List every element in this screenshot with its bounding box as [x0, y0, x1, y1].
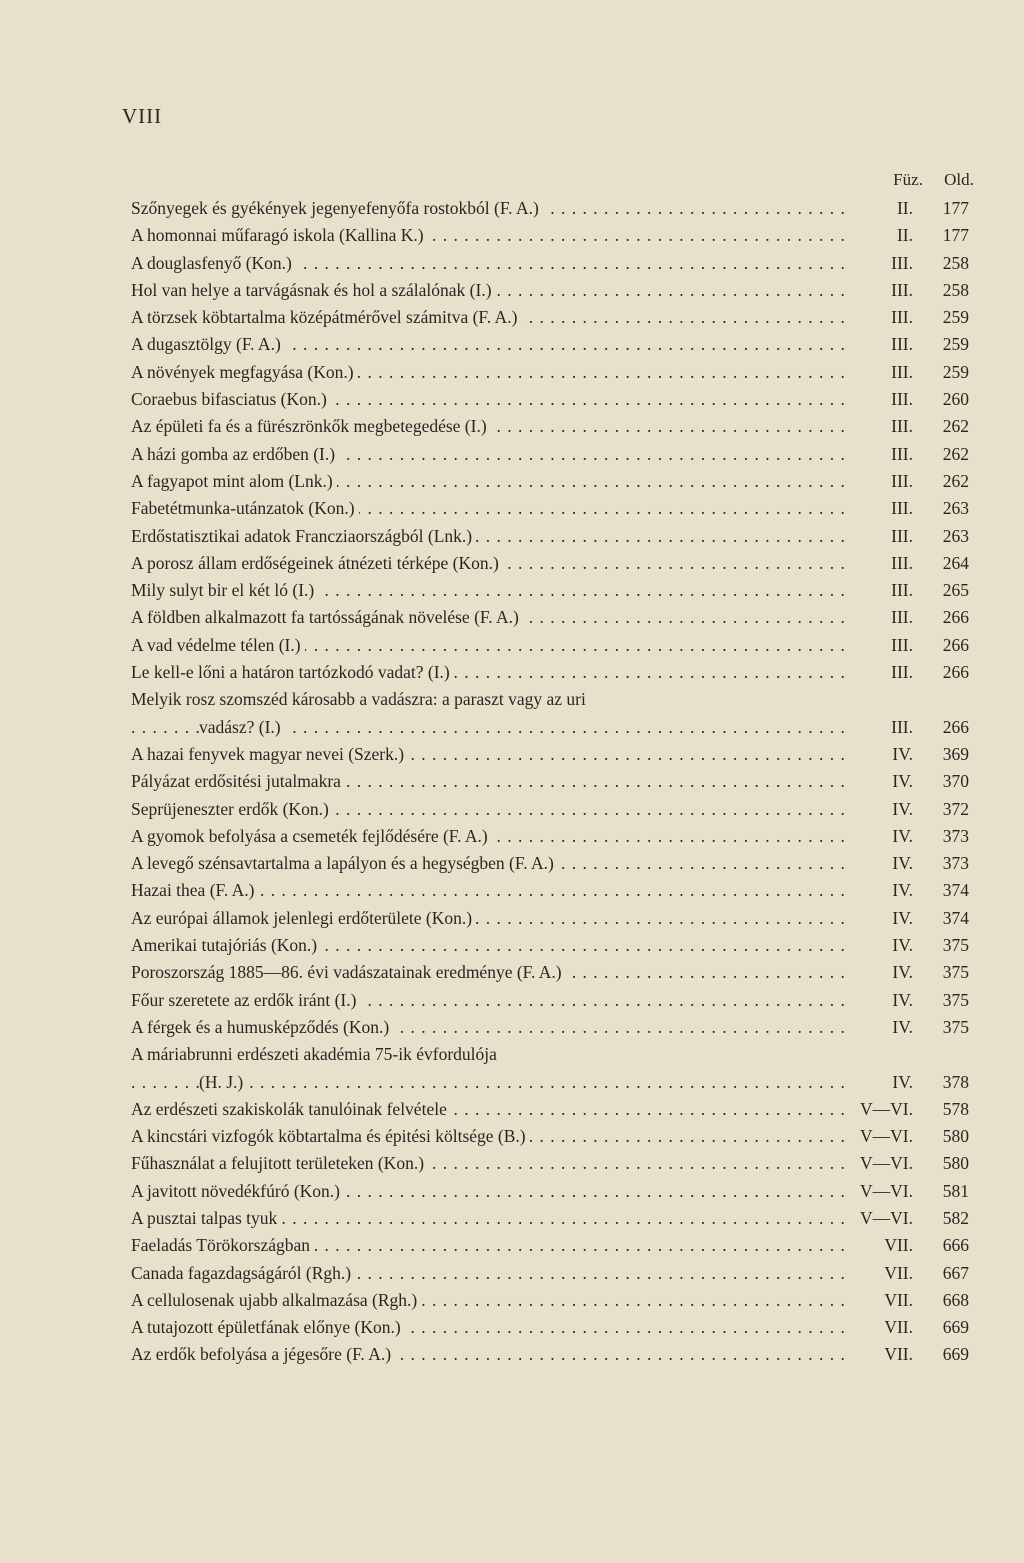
toc-entry-page: 372	[942, 798, 969, 819]
toc-entry-title: Pályázat erdősitési jutalmakra	[131, 771, 345, 791]
toc-entry-issue: V—VI.	[860, 1180, 913, 1201]
toc-entry-title: Seprüjeneszter erdők (Kon.)	[131, 799, 333, 819]
toc-entry-page: 266	[942, 662, 969, 683]
toc-entry-title-cell	[131, 250, 849, 277]
toc-entry-title-cell	[131, 1014, 849, 1041]
toc-entry-title: A tutajozott épületfának előnye (Kon.)	[131, 1317, 405, 1337]
toc-entry-title: A földben alkalmazott fa tartósságának növelése (F. A.)	[131, 607, 523, 627]
toc-entry-page: 260	[942, 389, 969, 410]
toc-entry	[131, 932, 971, 959]
toc-entry-page: 266	[942, 607, 969, 628]
toc-entry-issue: IV.	[892, 880, 913, 901]
toc-entry-page: 263	[942, 525, 969, 546]
toc-entry-issue: IV.	[892, 1016, 913, 1037]
toc-entry	[131, 1341, 971, 1368]
toc-entry	[131, 768, 971, 795]
toc-entry-page: 262	[942, 443, 969, 464]
toc-entry-title-cell	[131, 413, 849, 440]
toc-entry-page: 581	[942, 1180, 969, 1201]
page-column-label: Old.	[944, 170, 974, 189]
toc-entry-title-cell	[131, 905, 849, 932]
toc-entry-issue: III.	[891, 252, 913, 273]
toc-entry-page: 667	[942, 1262, 969, 1283]
toc-entry-page: 375	[942, 989, 969, 1010]
toc-entry	[131, 331, 971, 358]
toc-entry-page: 378	[942, 1071, 969, 1092]
toc-entry	[131, 441, 971, 468]
toc-entry-title-cell	[131, 1150, 849, 1177]
toc-entry-page: 669	[942, 1344, 969, 1365]
toc-entry	[131, 1123, 971, 1150]
toc-entry-page: 580	[942, 1126, 969, 1147]
toc-entry-title: A dugasztölgy (F. A.)	[131, 334, 285, 354]
toc-entry-issue: VII.	[884, 1262, 913, 1283]
toc-entry-title-cell	[131, 850, 849, 877]
toc-entry-title-cell	[131, 741, 849, 768]
toc-entry-issue: III.	[891, 307, 913, 328]
toc-entry	[131, 1178, 971, 1205]
toc-entry-title: Hazai thea (F. A.)	[131, 880, 258, 900]
toc-entry-issue: VII.	[884, 1235, 913, 1256]
toc-entry-issue: II.	[896, 225, 913, 246]
toc-entry-issue: III.	[891, 716, 913, 737]
toc-entry-title: vadász? (I.)	[199, 717, 285, 737]
toc-entry-issue: III.	[891, 470, 913, 491]
toc-entry-title: Az európai államok jelenlegi erdőterülete (Kon.)	[131, 908, 476, 928]
toc-entry-title: Mily sulyt bir el két ló (I.)	[131, 580, 318, 600]
toc-entry-title: A porosz állam erdőségeinek átnézeti térképe (Kon.)	[131, 553, 503, 573]
toc-entry	[131, 1314, 971, 1341]
toc-entry-title-cell	[131, 550, 849, 577]
toc-entry-title: A douglasfenyő (Kon.)	[131, 253, 296, 273]
toc-entry-page: 259	[942, 307, 969, 328]
toc-entry-issue: III.	[891, 443, 913, 464]
column-header	[877, 170, 979, 190]
toc-entry	[131, 222, 971, 249]
toc-entry-title-cell	[131, 304, 849, 331]
toc-entry-issue: V—VI.	[860, 1207, 913, 1228]
toc-entry-title: Fűhasználat a felujitott területeken (Kon.)	[131, 1153, 428, 1173]
toc-entry-title: Szőnyegek és gyékények jegenyefenyőfa rostokból (F. A.)	[131, 198, 543, 218]
toc-entry	[131, 250, 971, 277]
toc-entry-page: 370	[942, 771, 969, 792]
toc-entry-title: Poroszország 1885—86. évi vadászatainak eredménye (F. A.)	[131, 962, 566, 982]
toc-entry	[131, 495, 971, 522]
toc-entry	[131, 1014, 971, 1041]
toc-entry-issue: III.	[891, 607, 913, 628]
toc-entry	[131, 714, 971, 741]
toc-entry	[131, 304, 971, 331]
toc-entry-title-cell	[131, 577, 849, 604]
toc-entry-title: A vad védelme télen (I.)	[131, 635, 305, 655]
toc-entry-issue: IV.	[892, 989, 913, 1010]
toc-entry-title: A homonnai műfaragó iskola (Kallina K.)	[131, 225, 428, 245]
toc-entry-title-cell	[131, 768, 849, 795]
toc-entry-issue: IV.	[892, 907, 913, 928]
toc-entry-title-cell	[131, 1069, 849, 1096]
toc-entry-title-cell	[131, 1260, 849, 1287]
toc-entry-issue: III.	[891, 416, 913, 437]
toc-entry-page: 264	[942, 552, 969, 573]
toc-entry	[131, 1232, 971, 1259]
toc-entry-title: A cellulosenak ujabb alkalmazása (Rgh.)	[131, 1290, 421, 1310]
toc-entry-title: A javitott növedékfúró (Kon.)	[131, 1181, 344, 1201]
toc-entry	[131, 1069, 971, 1096]
toc-entry-title: A házi gomba az erdőben (I.)	[131, 444, 339, 464]
toc-entry-title: A máriabrunni erdészeti akadémia 75-ik évfordulója	[131, 1044, 501, 1064]
toc-entry-page: 258	[942, 279, 969, 300]
toc-entry	[131, 604, 971, 631]
toc-entry	[131, 823, 971, 850]
toc-entry-page: 266	[942, 634, 969, 655]
toc-entry-title-cell	[131, 632, 849, 659]
toc-entry-title-cell	[131, 1232, 849, 1259]
toc-entry-issue: III.	[891, 552, 913, 573]
toc-entry-title-cell	[131, 959, 849, 986]
toc-entry-title: Hol van helye a tarvágásnak és hol a szálalónak (I.)	[131, 280, 496, 300]
toc-entry-issue: IV.	[892, 743, 913, 764]
toc-entry-page: 258	[942, 252, 969, 273]
toc-entry-title: Az erdők befolyása a jégesőre (F. A.)	[131, 1344, 395, 1364]
toc-entry-page: 177	[942, 198, 969, 218]
toc-entry	[131, 277, 971, 304]
toc-entry	[131, 550, 971, 577]
toc-entry-title: A levegő szénsavtartalma a lapályon és a hegységben (F. A.)	[131, 853, 558, 873]
toc-entry	[131, 850, 971, 877]
toc-entry	[131, 1150, 971, 1177]
toc-entry-title: Canada fagazdagságáról (Rgh.)	[131, 1263, 355, 1283]
toc-entry-page: 373	[942, 853, 969, 874]
toc-entry-title: Fabetétmunka-utánzatok (Kon.)	[131, 498, 359, 518]
toc-entry-issue: II.	[896, 198, 913, 218]
toc-entry	[131, 413, 971, 440]
toc-entry-page: 262	[942, 470, 969, 491]
toc-entry-issue: VII.	[884, 1344, 913, 1365]
toc-entry-issue: IV.	[892, 853, 913, 874]
toc-entry-title: Főur szeretete az erdők iránt (I.)	[131, 990, 360, 1010]
page-number: VIII	[122, 104, 163, 128]
toc-entry-title-cell	[131, 1123, 849, 1150]
toc-entry-page: 263	[942, 498, 969, 519]
toc-entry-issue: V—VI.	[860, 1153, 913, 1174]
toc-entry	[131, 877, 971, 904]
toc-entry-title: A gyomok befolyása a csemeték fejlődésére (F. A.)	[131, 826, 492, 846]
toc-entry	[131, 1096, 971, 1123]
toc-entry-page: 369	[942, 743, 969, 764]
toc-entry-page: 259	[942, 361, 969, 382]
toc-entry-title: Coraebus bifasciatus (Kon.)	[131, 389, 331, 409]
toc-entry-title: Le kell-e lőni a határon tartózkodó vadat? (I.)	[131, 662, 454, 682]
toc-entry-title-cell	[131, 796, 849, 823]
toc-entry-issue: V—VI.	[860, 1126, 913, 1147]
toc-entry-issue: III.	[891, 498, 913, 519]
toc-entry-issue: VII.	[884, 1317, 913, 1338]
toc-entry-issue: III.	[891, 334, 913, 355]
toc-entry-issue: III.	[891, 361, 913, 382]
toc-entry-title: A pusztai talpas tyuk	[131, 1208, 281, 1228]
toc-entry-title-cell	[131, 195, 849, 222]
toc-entry-title-cell	[131, 659, 849, 686]
toc-entry-title: Erdőstatisztikai adatok Francziaországból (Lnk.)	[131, 526, 476, 546]
toc-entry-title-cell	[131, 468, 849, 495]
toc-entry	[131, 386, 971, 413]
toc-entry-page: 582	[942, 1207, 969, 1228]
toc-entry	[131, 523, 971, 550]
toc-entry-title-cell	[131, 932, 849, 959]
toc-entry	[131, 577, 971, 604]
toc-entry-title: A fagyapot mint alom (Lnk.)	[131, 471, 337, 491]
toc-entry-title: A hazai fenyvek magyar nevei (Szerk.)	[131, 744, 408, 764]
toc-entry-issue: IV.	[892, 771, 913, 792]
toc-entry-issue: III.	[891, 580, 913, 601]
toc-entry-title: Melyik rosz szomszéd károsabb a vadászra: a paraszt vagy az uri	[131, 689, 590, 709]
toc-entry-title-cell	[131, 1287, 849, 1314]
toc-entry-title-cell	[131, 1205, 849, 1232]
toc-entry-title-cell	[131, 222, 849, 249]
toc-entry-title-cell	[131, 441, 849, 468]
toc-entry-page: 177	[942, 225, 969, 246]
toc-entry-title-cell	[131, 386, 849, 413]
toc-entry-issue: III.	[891, 662, 913, 683]
toc-entry	[131, 987, 971, 1014]
toc-entry-title: (H. J.)	[199, 1072, 247, 1092]
toc-entry-title-cell	[131, 359, 849, 386]
toc-entry-title: Az erdészeti szakiskolák tanulóinak felvétele	[131, 1099, 451, 1119]
toc-entry-title-cell	[131, 877, 849, 904]
toc-entry-title: A növények megfagyása (Kon.)	[131, 362, 358, 382]
toc-entry	[131, 659, 971, 686]
toc-entry-title-cell	[131, 331, 849, 358]
toc-entry	[131, 905, 971, 932]
toc-entry-title-cell	[131, 1041, 849, 1068]
toc-entry-title: Amerikai tutajóriás (Kon.)	[131, 935, 321, 955]
toc-entry-title-cell	[131, 714, 849, 741]
toc-entry-issue: IV.	[892, 825, 913, 846]
toc-entry-title: A férgek és a humusképződés (Kon.)	[131, 1017, 393, 1037]
toc-entry	[131, 359, 971, 386]
toc-entry-issue: IV.	[892, 1071, 913, 1092]
toc-entry-page: 375	[942, 1016, 969, 1037]
toc-entry-page: 375	[942, 962, 969, 983]
toc-entry-title: Az épületi fa és a fürészrönkők megbetegedése (I.)	[131, 416, 491, 436]
toc-entry-issue: V—VI.	[860, 1098, 913, 1119]
toc-entry-issue: III.	[891, 279, 913, 300]
toc-entry-title: A kincstári vizfogók köbtartalma és épitési költsége (B.)	[131, 1126, 530, 1146]
toc-entry-page: 666	[942, 1235, 969, 1256]
toc-entry	[131, 468, 971, 495]
toc-entry	[131, 959, 971, 986]
toc-entry-title-cell	[131, 604, 849, 631]
toc-entry-page: 265	[942, 580, 969, 601]
toc-entry-title-cell	[131, 987, 849, 1014]
toc-entry-title-cell	[131, 523, 849, 550]
toc-entry-page: 266	[942, 716, 969, 737]
toc-entry-title: Faeladás Törökországban	[131, 1235, 314, 1255]
toc-entry-title-cell	[131, 277, 849, 304]
table-of-contents	[131, 195, 971, 1369]
toc-entry-page: 262	[942, 416, 969, 437]
toc-entry-page: 375	[942, 935, 969, 956]
toc-entry-page: 580	[942, 1153, 969, 1174]
toc-entry-page: 373	[942, 825, 969, 846]
toc-entry-issue: VII.	[884, 1289, 913, 1310]
toc-entry-page: 259	[942, 334, 969, 355]
toc-entry-title-cell	[131, 1341, 849, 1368]
toc-entry-page: 374	[942, 907, 969, 928]
toc-entry-page: 669	[942, 1317, 969, 1338]
toc-entry-issue: IV.	[892, 962, 913, 983]
toc-entry-title: A törzsek köbtartalma középátmérővel számitva (F. A.)	[131, 307, 521, 327]
toc-entry-title-cell	[131, 823, 849, 850]
toc-entry-issue: IV.	[892, 798, 913, 819]
toc-entry-issue: III.	[891, 389, 913, 410]
toc-entry-page: 668	[942, 1289, 969, 1310]
toc-entry	[131, 632, 971, 659]
toc-entry-title-cell	[131, 686, 849, 713]
toc-entry	[131, 195, 971, 222]
toc-entry	[131, 1041, 971, 1068]
toc-entry	[131, 1260, 971, 1287]
toc-entry-issue: III.	[891, 634, 913, 655]
toc-entry-page: 374	[942, 880, 969, 901]
toc-entry	[131, 1287, 971, 1314]
issue-column-label: Füz.	[893, 170, 923, 189]
toc-entry-issue: III.	[891, 525, 913, 546]
toc-entry-title-cell	[131, 1096, 849, 1123]
toc-entry-page: 578	[942, 1098, 969, 1119]
toc-entry	[131, 686, 971, 713]
toc-entry-title-cell	[131, 1314, 849, 1341]
toc-entry	[131, 741, 971, 768]
toc-entry-title-cell	[131, 495, 849, 522]
toc-entry-title-cell	[131, 1178, 849, 1205]
toc-entry	[131, 796, 971, 823]
toc-entry	[131, 1205, 971, 1232]
toc-entry-issue: IV.	[892, 935, 913, 956]
